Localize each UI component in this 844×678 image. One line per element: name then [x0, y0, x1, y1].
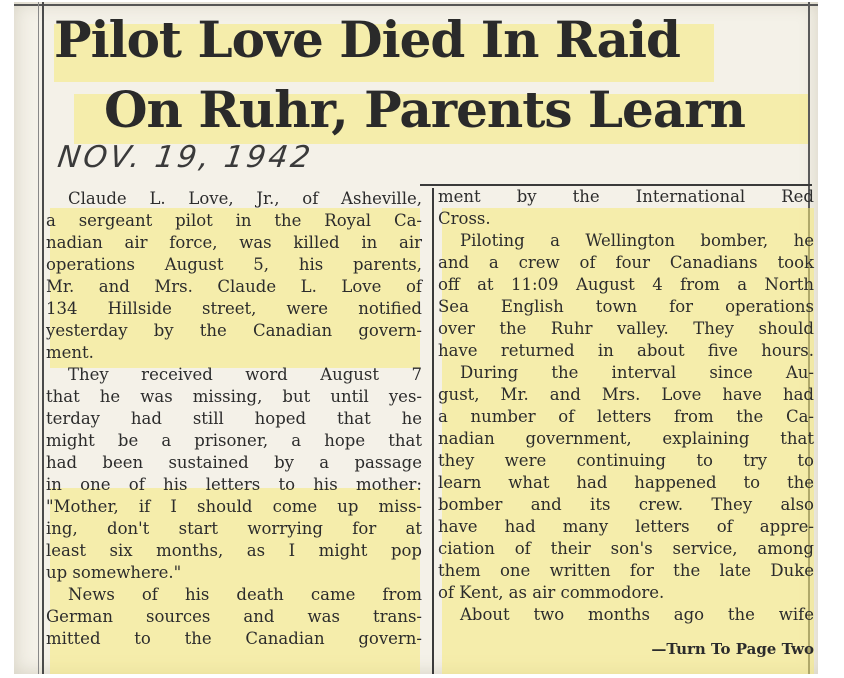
article-line: operations August 5, his parents,: [46, 255, 422, 274]
article-line: up somewhere.": [46, 563, 182, 582]
article-line: 134 Hillside street, were notified: [46, 299, 422, 318]
article-line: off at 11:09 August 4 from a North: [438, 275, 814, 294]
article-line: over the Ruhr valley. They should: [438, 319, 814, 338]
article-line: might be a prisoner, a hope that: [46, 431, 422, 450]
article-column-1: [46, 188, 422, 650]
clipping-left-edge-outer: [38, 2, 39, 674]
headline-line-2: On Ruhr, Parents Learn: [104, 80, 745, 139]
article-line: Cross.: [438, 209, 491, 228]
article-column-2: [438, 186, 814, 660]
article-line: mitted to the Canadian govern-: [46, 629, 422, 648]
article-line: have had many letters of appre-: [438, 517, 814, 536]
article-line: least six months, as I might pop: [46, 541, 422, 560]
article-line: a sergeant pilot in the Royal Ca-: [46, 211, 422, 230]
article-line: a number of letters from the Ca-: [438, 407, 814, 426]
article-line: "Mother, if I should come up miss-: [46, 497, 422, 516]
article-line: They received word August 7: [68, 365, 422, 384]
article-line: Piloting a Wellington bomber, he: [460, 231, 814, 250]
article-line: they were continuing to try to: [438, 451, 814, 470]
article-line: nadian government, explaining that: [438, 429, 814, 448]
article-line: had been sustained by a passage: [46, 453, 422, 472]
clipping-left-edge: [42, 2, 44, 674]
article-line: ing, don't start worrying for at: [46, 519, 422, 538]
article-line: German sources and was trans-: [46, 607, 422, 626]
newspaper-clipping: [14, 2, 818, 674]
article-line: Sea English town for operations: [438, 297, 814, 316]
article-line: ment by the International Red: [438, 187, 814, 206]
article-line: ciation of their son's service, among: [438, 539, 814, 558]
article-line: of Kent, as air commodore.: [438, 583, 665, 602]
article-line: Mr. and Mrs. Claude L. Love of: [46, 277, 422, 296]
article-line: Claude L. Love, Jr., of Asheville,: [68, 189, 422, 208]
continuation-note: —Turn To Page Two: [651, 640, 814, 658]
article-line: that he was missing, but until yes-: [46, 387, 422, 406]
clipping-top-edge: [14, 4, 818, 6]
article-line: in one of his letters to his mother:: [46, 475, 422, 494]
column-divider: [432, 188, 434, 674]
article-line: nadian air force, was killed in air: [46, 233, 422, 252]
article-line: them one written for the late Duke: [438, 561, 814, 580]
article-line: gust, Mr. and Mrs. Love have had: [438, 385, 814, 404]
article-line: have returned in about five hours.: [438, 341, 814, 360]
article-line: News of his death came from: [68, 585, 422, 604]
article-line: bomber and its crew. They also: [438, 495, 814, 514]
article-line: yesterday by the Canadian govern-: [46, 321, 422, 340]
article-line: and a crew of four Canadians took: [438, 253, 814, 272]
article-line: ment.: [46, 343, 94, 362]
handwritten-date: NOV. 19, 1942: [55, 140, 316, 175]
article-line: During the interval since Au-: [460, 363, 814, 382]
article-line: terday had still hoped that he: [46, 409, 422, 428]
article-line: learn what had happened to the: [438, 473, 814, 492]
article-line: About two months ago the wife: [460, 605, 814, 624]
headline-line-1: Pilot Love Died In Raid: [54, 10, 680, 69]
